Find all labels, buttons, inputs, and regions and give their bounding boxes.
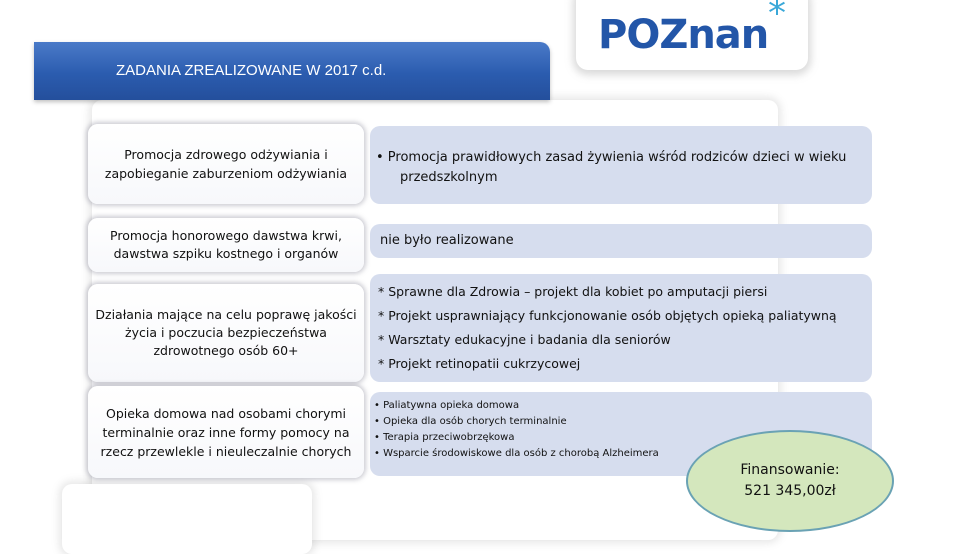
detail-line: * Warsztaty edukacyjne i badania dla seniorów: [378, 332, 671, 347]
title-bar: [34, 42, 550, 100]
poznan-logo: POZnan: [598, 12, 769, 58]
task-box-nutrition: Promocja zdrowego odżywiania i zapobieganie zaburzeniom odżywiania: [88, 124, 364, 204]
financing-amount: 521 345,00zł: [744, 483, 836, 499]
financing-label: Finansowanie:: [740, 462, 840, 478]
detail-line: * Projekt usprawniający funkcjonowanie osób objętych opieką paliatywną: [378, 308, 837, 323]
task-box-palliative: Opieka domowa nad osobami chorymi terminalnie oraz inne formy pomocy na rzecz przewlekle i nieuleczalnie chorych: [88, 386, 364, 478]
details-box-donation: [370, 224, 872, 258]
detail-line: * Projekt retinopatii cukrzycowej: [378, 356, 581, 371]
star-icon: *: [768, 0, 786, 34]
detail-line: • Promocja prawidłowych zasad żywienia wśród rodziców dzieci w wieku: [376, 150, 847, 165]
detail-line: • Terapia przeciwobrzękowa: [374, 432, 515, 443]
detail-line: nie było realizowane: [380, 233, 514, 248]
detail-line: * Sprawne dla Zdrowia – projekt dla kobiet po amputacji piersi: [378, 284, 768, 299]
details-box-nutrition: [370, 126, 872, 204]
task-box-seniors: Działania mające na celu poprawę jakości życia i poczucia bezpieczeństwa zdrowotnego osób 60+: [88, 284, 364, 382]
detail-line: • Opieka dla osób chorych terminalnie: [374, 416, 567, 427]
details-box-seniors: [370, 274, 872, 382]
detail-line: • Wsparcie środowiskowe dla osób z chorobą Alzheimera: [374, 448, 659, 459]
task-box-donation: Promocja honorowego dawstwa krwi, dawstwa szpiku kostnego i organów: [88, 218, 364, 272]
detail-line: przedszkolnym: [400, 170, 498, 185]
detail-line: • Paliatywna opieka domowa: [374, 400, 520, 411]
financing-badge: [686, 430, 894, 532]
page-title: ZADANIA ZREALIZOWANE W 2017 c.d.: [116, 62, 387, 79]
lower-panel: [62, 484, 312, 554]
